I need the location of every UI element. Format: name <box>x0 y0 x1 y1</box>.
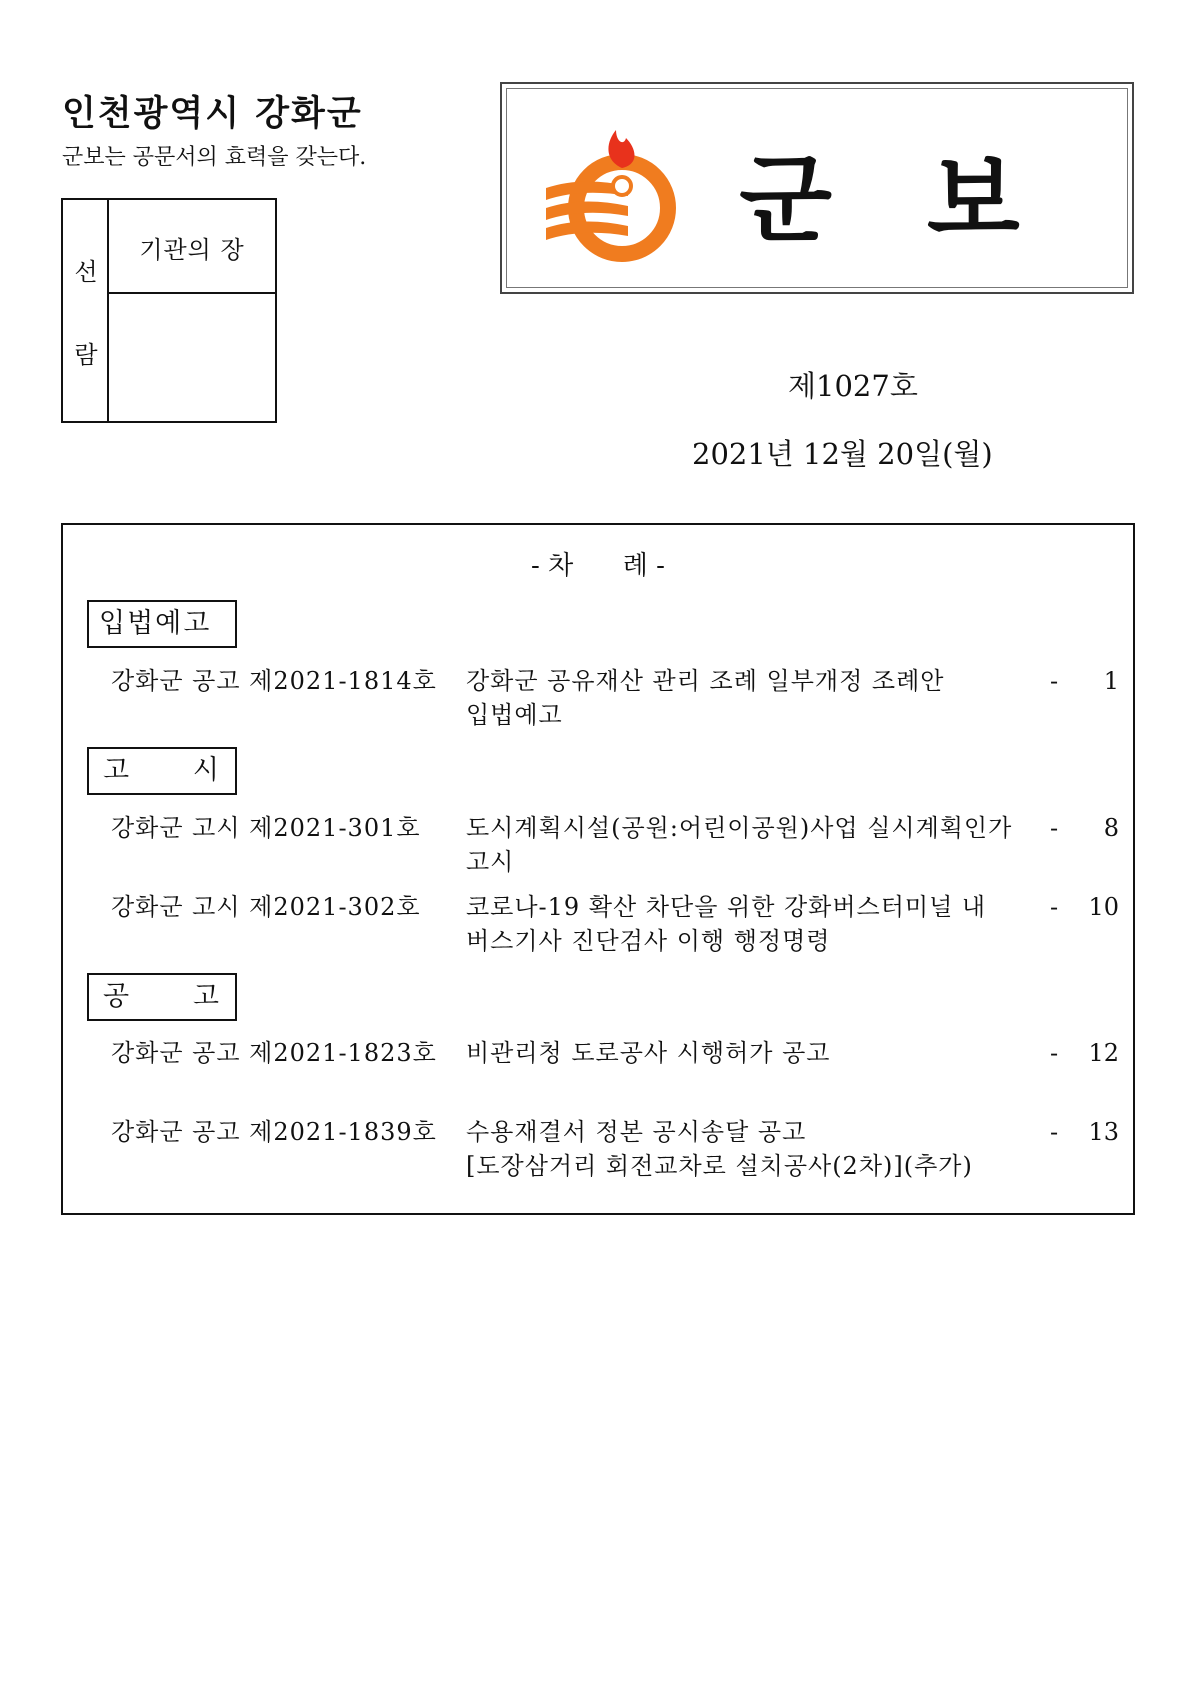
entry-title-line: 입법예고 <box>466 701 563 729</box>
banner-title-left: 군 <box>739 144 927 256</box>
section-label-right: 시 <box>192 755 219 786</box>
entry-ref: 강화군 공고 제2021-1839호 <box>111 1118 437 1146</box>
section-announcement <box>87 973 237 1021</box>
entry-title <box>466 1115 1059 1183</box>
section-label-left: 고 <box>103 755 130 786</box>
entry-page: 1 <box>1103 667 1119 695</box>
entry-page: 10 <box>1088 893 1119 921</box>
entry-leader: - <box>1050 814 1059 842</box>
entry-title-line: 버스기사 진단검사 이행 행정명령 <box>466 927 831 955</box>
approval-label-column <box>63 200 109 421</box>
entry-title <box>466 811 1059 879</box>
entry-leader: - <box>1050 893 1059 921</box>
entry-title-line: [도장삼거리 회전교차로 설치공사(2차)](추가) <box>466 1152 973 1180</box>
section-public-notification <box>87 747 237 795</box>
banner-title <box>737 124 1117 261</box>
entry-leader: - <box>1050 1039 1059 1067</box>
section-label-left: 공 <box>103 981 130 1012</box>
org-subtitle: 군보는 공문서의 효력을 갖는다. <box>62 145 367 170</box>
banner-title-right: 보 <box>927 144 1115 256</box>
entry-title-line: 강화군 공유재산 관리 조례 일부개정 조례안 <box>466 667 945 695</box>
approval-head-cell: 기관의 장 <box>109 200 275 294</box>
approval-signature-cell <box>109 294 275 421</box>
section-legislative-notice: 입법예고 <box>87 600 237 648</box>
entry-ref: 강화군 공고 제2021-1823호 <box>111 1039 437 1067</box>
approval-label-top: 선 <box>74 258 98 286</box>
entry-leader: - <box>1050 1118 1059 1146</box>
issue-date: 2021년 12월 20일(월) <box>692 437 993 471</box>
issue-number: 제1027호 <box>788 369 918 403</box>
entry-title-line: 수용재결서 정본 공시송달 공고 <box>466 1118 807 1146</box>
approval-label-bottom: 람 <box>74 341 98 369</box>
entry-title-line: 코로나-19 확산 차단을 위한 강화버스터미널 내 <box>466 893 987 921</box>
entry-title-line: 도시계획시설(공원:어린이공원)사업 실시계획인가 <box>466 814 1013 842</box>
entry-leader: - <box>1050 667 1059 695</box>
table-of-contents <box>61 523 1135 1215</box>
entry-title-line: 비관리청 도로공사 시행허가 공고 <box>466 1039 831 1067</box>
approval-box <box>61 198 277 423</box>
entry-title <box>466 1036 1059 1070</box>
section-label-right: 고 <box>192 981 219 1012</box>
entry-page: 12 <box>1088 1039 1119 1067</box>
entry-title <box>466 664 1059 732</box>
entry-ref: 강화군 공고 제2021-1814호 <box>111 667 437 695</box>
county-emblem-icon <box>542 124 682 264</box>
org-title: 인천광역시 강화군 <box>62 94 363 134</box>
gazette-banner <box>500 82 1134 294</box>
entry-page: 13 <box>1088 1118 1119 1146</box>
entry-ref: 강화군 고시 제2021-301호 <box>111 814 421 842</box>
toc-title: - 차 례 - <box>531 551 665 581</box>
entry-title-line: 고시 <box>466 848 515 876</box>
entry-title <box>466 890 1059 958</box>
entry-page: 8 <box>1103 814 1119 842</box>
entry-ref: 강화군 고시 제2021-302호 <box>111 893 421 921</box>
